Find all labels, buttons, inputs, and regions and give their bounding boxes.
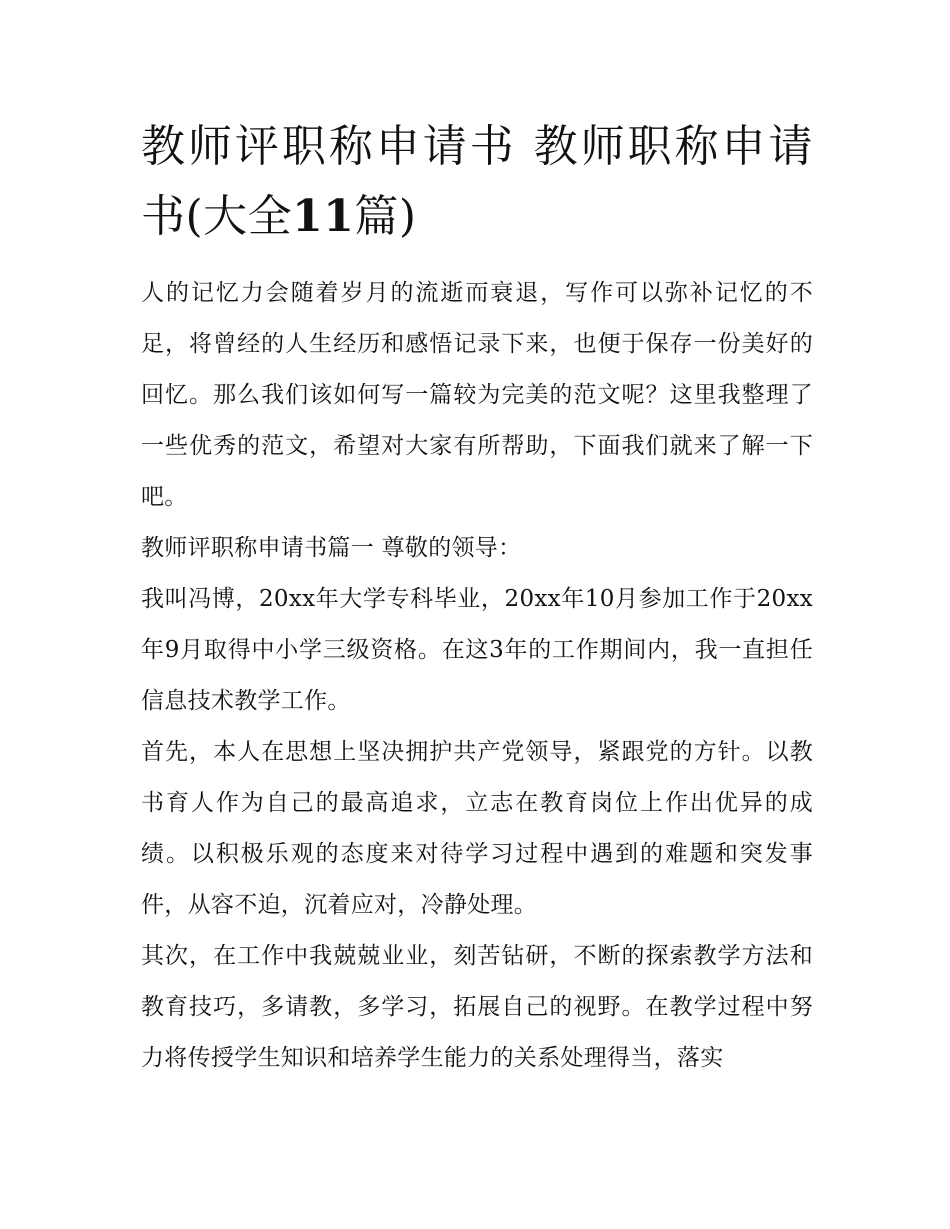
paragraph-intro: 人的记忆力会随着岁月的流逝而衰退，写作可以弥补记忆的不足，将曾经的人生经历和感悟记录下来，也便于保存一份美好的回忆。那么我们该如何写一篇较为完美的范文呢？这里我整理了一些优秀的范文，希望对大家有所帮助，下面我们就来了解一下吧。: [141, 280, 813, 510]
paragraph-work: 其次，在工作中我兢兢业业，刻苦钻研，不断的探索教学方法和教育技巧，多请教，多学习，拓展自己的视野。在教学过程中努力将传授学生知识和培养学生能力的关系处理得当，落实: [141, 943, 813, 1071]
title-number: 11: [292, 191, 355, 242]
document-title: 教师评职称申请书 教师职称申请书(大全11篇): [141, 121, 813, 242]
paragraph-self-introduction: 我叫冯博，20xx年大学专科毕业，20xx年10月参加工作于20xx年9月取得中小学三级资格。在这3年的工作期间内，我一直担任信息技术教学工作。: [141, 586, 813, 714]
paragraph-ideology: 首先，本人在思想上坚决拥护共产党领导，紧跟党的方针。以教书育人作为自己的最高追求，立志在教育岗位上作出优异的成绩。以积极乐观的态度来对待学习过程中遇到的难题和突发事件，从容不迫，沉着应对，冷静处理。: [141, 739, 813, 918]
paragraph-section-heading: 教师评职称申请书篇一 尊敬的领导：: [141, 535, 522, 561]
document-body: [141, 112, 813, 1084]
